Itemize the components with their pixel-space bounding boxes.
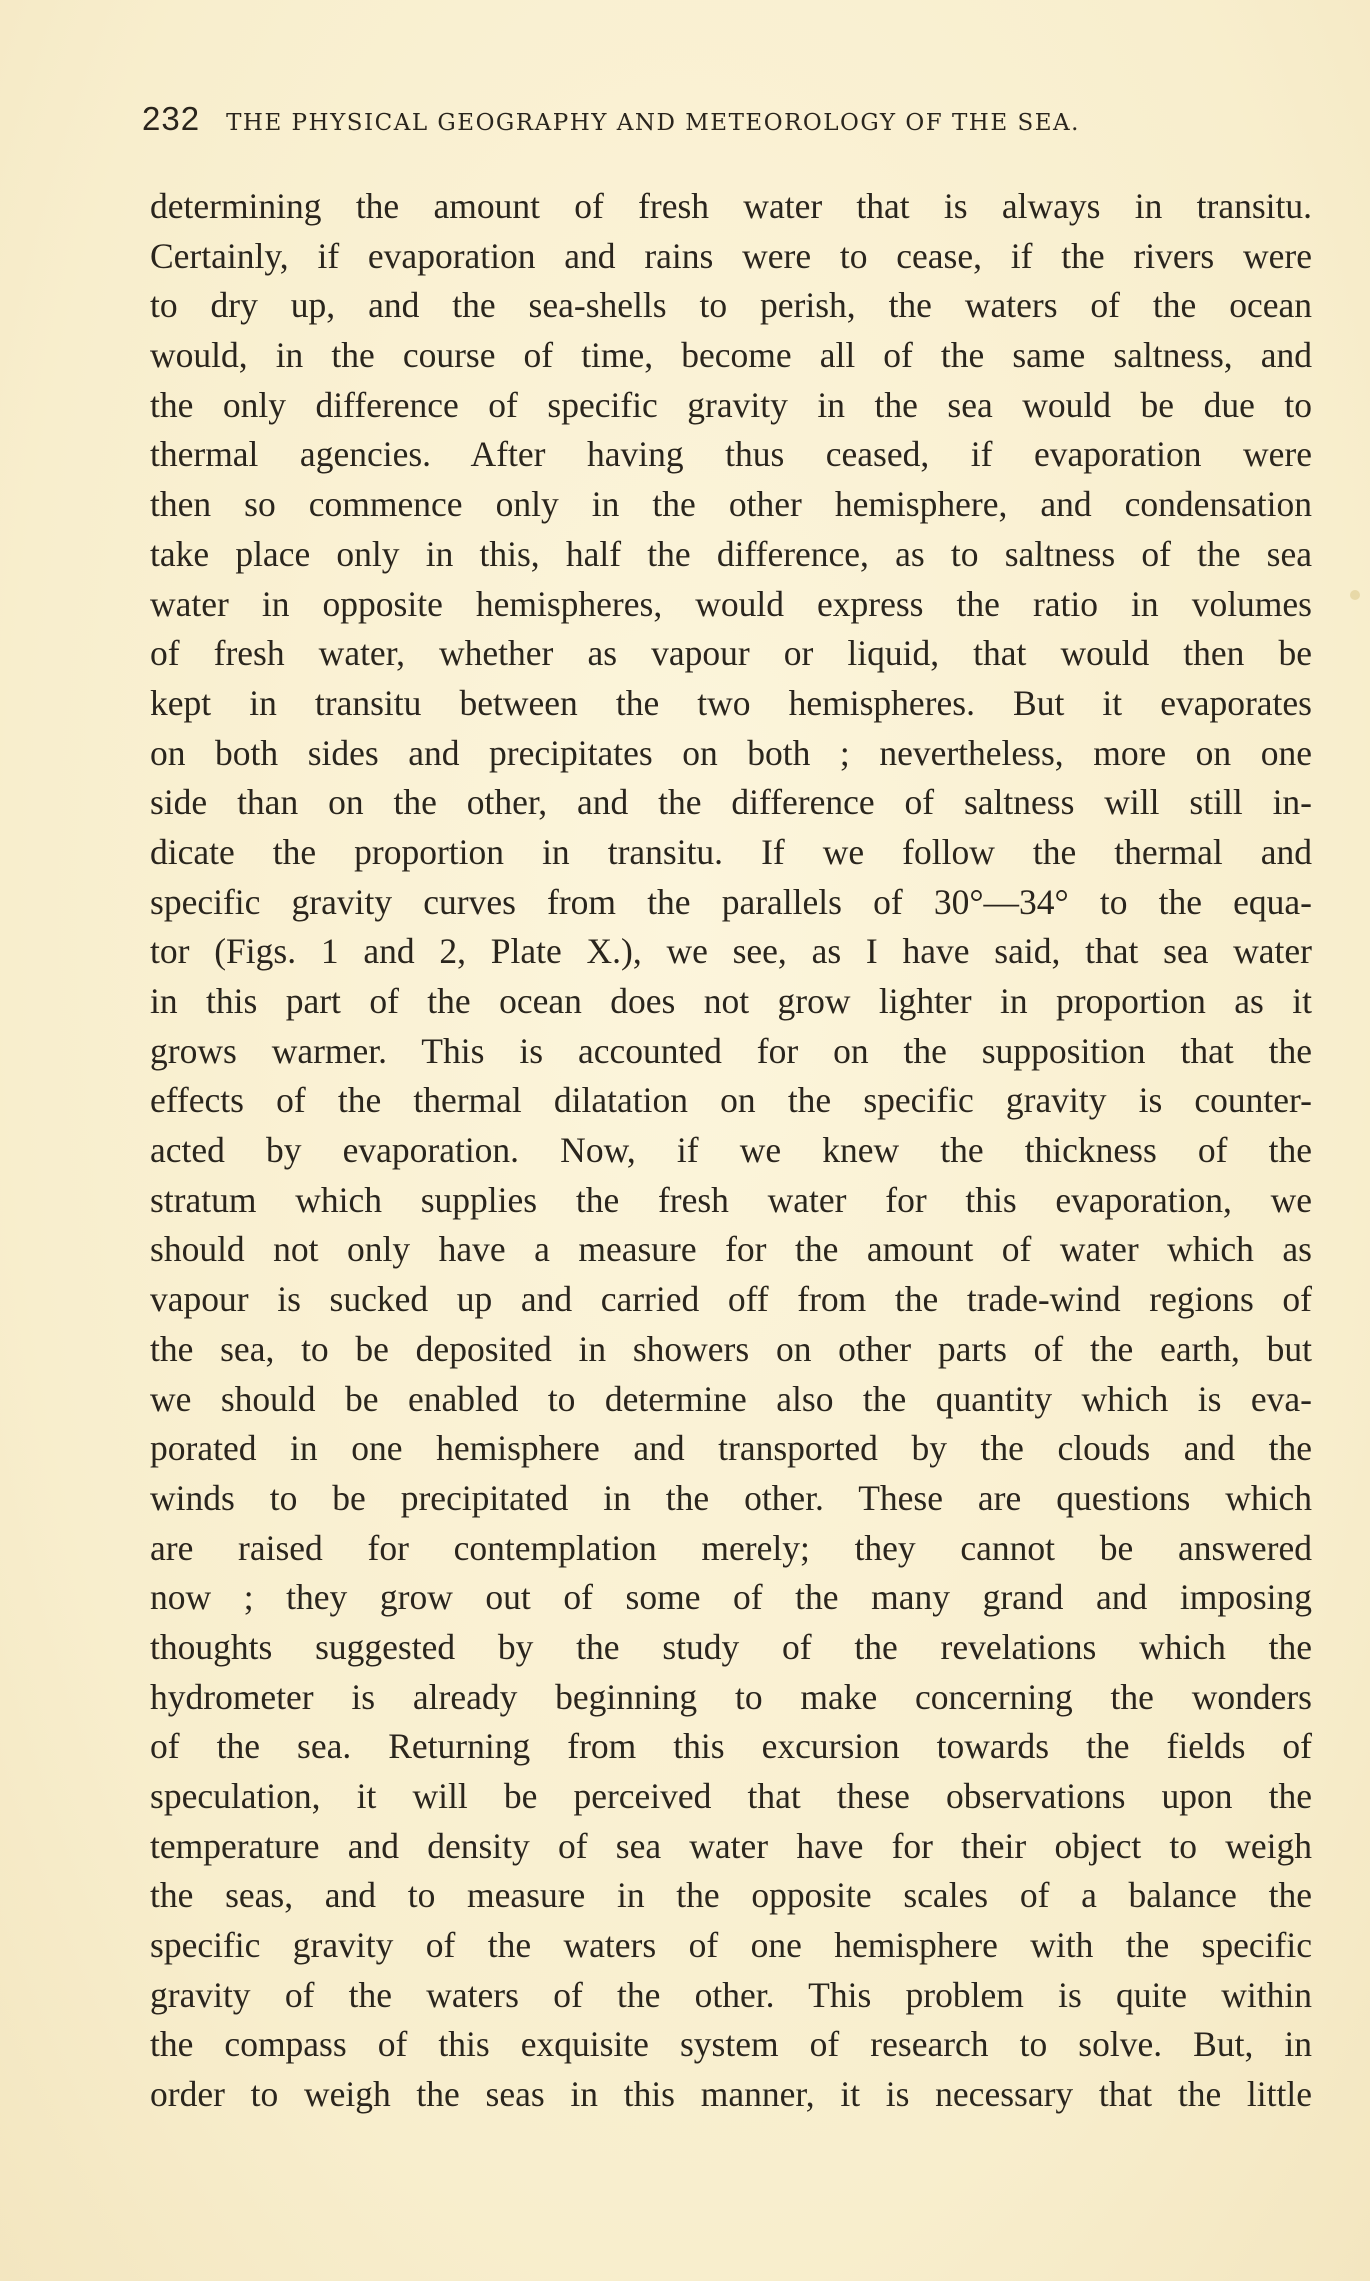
page-number: 232 xyxy=(142,100,201,137)
text-line: would, in the course of time, become all of the same saltness, and xyxy=(150,335,1312,376)
paper-stain xyxy=(1350,590,1360,600)
text-line: acted by evaporation. Now, if we knew the thickness of the xyxy=(150,1130,1312,1171)
text-line: now ; they grow out of some of the many grand and imposing xyxy=(150,1577,1312,1618)
text-line: to dry up, and the sea-shells to perish, the waters of the ocean xyxy=(150,285,1312,326)
text-line: water in opposite hemispheres, would express the ratio in volumes xyxy=(150,583,1312,624)
running-head: THE PHYSICAL GEOGRAPHY AND METEOROLOGY OF THE SEA. xyxy=(226,110,1080,136)
text-line: temperature and density of sea water have for their object to weigh xyxy=(150,1825,1312,1866)
text-line: kept in transitu between the two hemispheres. But it evaporates xyxy=(150,682,1312,723)
body-paragraph xyxy=(150,182,1312,2120)
text-line: in this part of the ocean does not grow lighter in proportion as it xyxy=(150,981,1312,1021)
text-line: grows warmer. This is accounted for on the supposition that the xyxy=(150,1030,1312,1071)
text-line: of the sea. Returning from this excursion towards the fields of xyxy=(150,1726,1312,1767)
text-line: the seas, and to measure in the opposite scales of a balance the xyxy=(150,1875,1312,1916)
text-line: we should be enabled to determine also the quantity which is eva- xyxy=(150,1378,1312,1419)
text-line: the only difference of specific gravity in the sea would be due to xyxy=(150,384,1312,425)
text-line: determining the amount of fresh water that is always in transitu. xyxy=(150,186,1312,226)
text-line: side than on the other, and the difference of saltness will still in- xyxy=(150,782,1312,823)
text-line: dicate the proportion in transitu. If we follow the thermal and xyxy=(150,831,1312,872)
text-line: on both sides and precipitates on both ; nevertheless, more on one xyxy=(150,732,1312,773)
text-line: thermal agencies. After having thus ceased, if evaporation were xyxy=(150,434,1312,475)
text-line: the compass of this exquisite system of research to solve. But, in xyxy=(150,2024,1312,2065)
text-line: of fresh water, whether as vapour or liquid, that would then be xyxy=(150,633,1312,674)
text-line: effects of the thermal dilatation on the specific gravity is counter- xyxy=(150,1080,1312,1121)
text-line: winds to be precipitated in the other. These are questions which xyxy=(150,1477,1312,1518)
text-line: vapour is sucked up and carried off from the trade-wind regions of xyxy=(150,1279,1312,1320)
text-line: porated in one hemisphere and transported by the clouds and the xyxy=(150,1428,1312,1469)
text-line: the sea, to be deposited in showers on other parts of the earth, but xyxy=(150,1328,1312,1369)
text-line: are raised for contemplation merely; they cannot be answered xyxy=(150,1527,1312,1568)
text-line: Certainly, if evaporation and rains were to cease, if the rivers were xyxy=(150,235,1312,276)
page-header xyxy=(142,100,1242,140)
text-line: thoughts suggested by the study of the revelations which the xyxy=(150,1626,1312,1667)
text-line: then so commence only in the other hemisphere, and condensation xyxy=(150,484,1312,525)
text-line: specific gravity curves from the parallels of 30°—34° to the equa- xyxy=(150,881,1312,922)
text-line: should not only have a measure for the amount of water which as xyxy=(150,1229,1312,1270)
text-line: hydrometer is already beginning to make concerning the wonders xyxy=(150,1676,1312,1717)
text-line: tor (Figs. 1 and 2, Plate X.), we see, as I have said, that sea water xyxy=(150,931,1312,972)
text-line: speculation, it will be perceived that these observations upon the xyxy=(150,1776,1312,1816)
text-line: stratum which supplies the fresh water for this evaporation, we xyxy=(150,1179,1312,1220)
text-line: take place only in this, half the difference, as to saltness of the sea xyxy=(150,533,1312,574)
text-line: specific gravity of the waters of one hemisphere with the specific xyxy=(150,1925,1312,1966)
text-line: gravity of the waters of the other. This problem is quite within xyxy=(150,1974,1312,2015)
text-line: order to weigh the seas in this manner, it is necessary that the little xyxy=(150,2074,1312,2115)
